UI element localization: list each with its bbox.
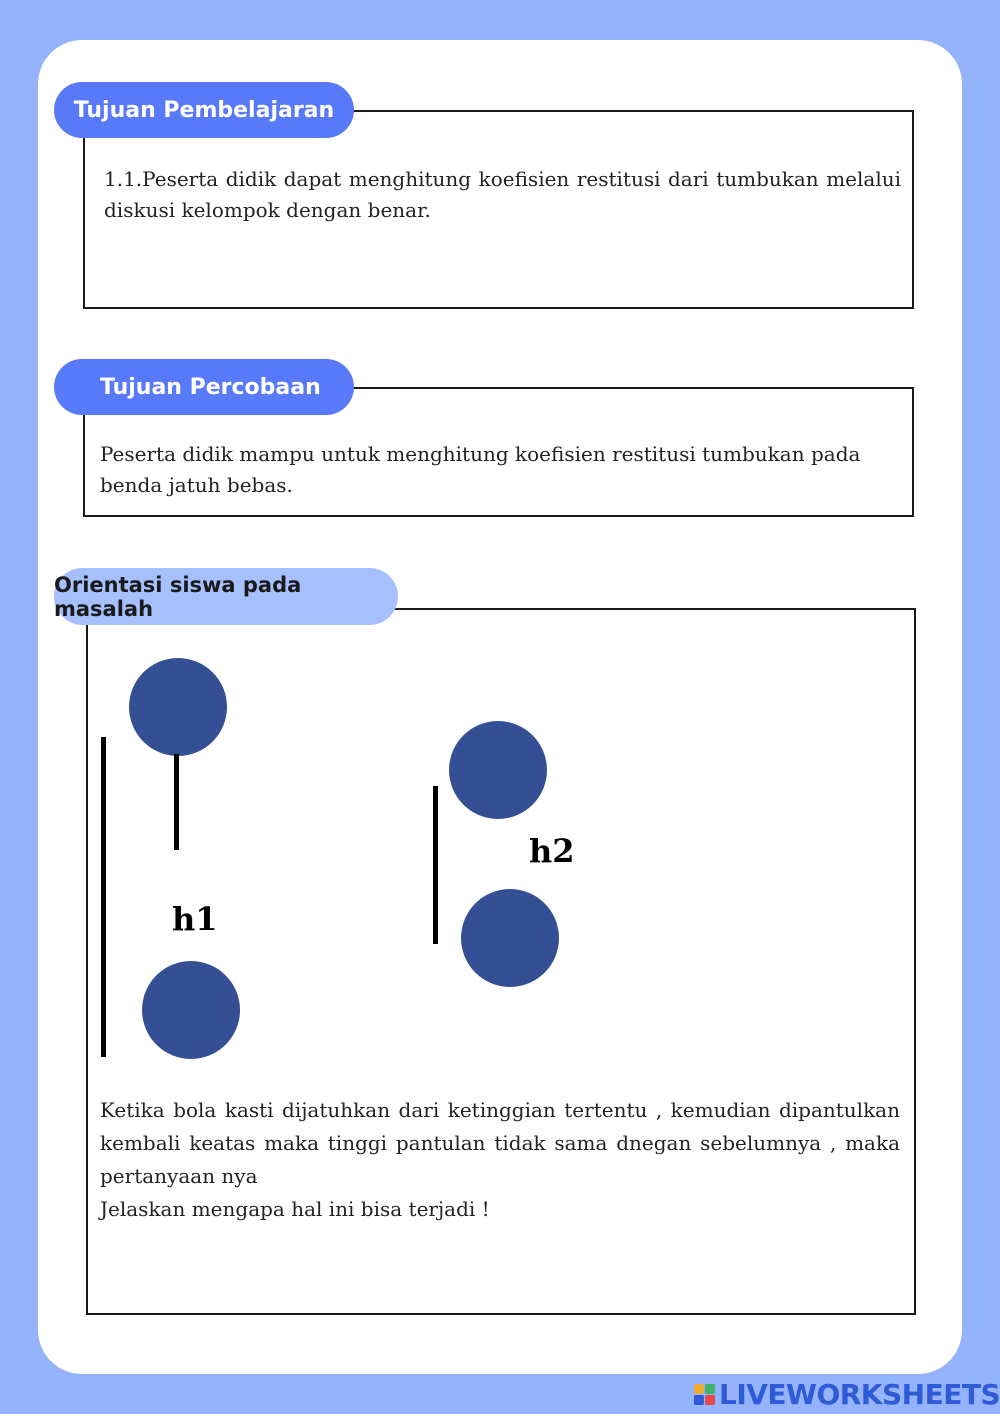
liveworksheets-brand	[694, 1378, 1000, 1411]
objective-text: Peserta didik dapat menghitung koefisien restitusi dari tumbukan melalui diskusi kelompok dengan benar.	[104, 167, 901, 222]
liveworksheets-logo-icon	[694, 1384, 715, 1405]
ball-bottom-h1	[142, 961, 240, 1059]
learning-objectives-box	[83, 110, 914, 309]
objective-item-1	[104, 164, 901, 226]
section-title-text: Tujuan Percobaan	[100, 374, 321, 400]
problem-orientation-box	[86, 608, 916, 1315]
section-title-problem-orientation	[54, 568, 398, 625]
h2-height-line	[433, 786, 438, 944]
section-title-learning-objectives	[54, 82, 354, 138]
ball-top-h2	[449, 721, 547, 819]
problem-paragraph: Ketika bola kasti dijatuhkan dari ketinggian tertentu , kemudian dipantulkan kembali keatas maka tinggi pantulan tidak sama dnegan sebelumnya , maka pertanyaan nya	[100, 1098, 900, 1188]
section-title-text: Tujuan Pembelajaran	[73, 97, 335, 123]
ball-top-h1	[129, 658, 227, 756]
ball-bottom-h2	[461, 889, 559, 987]
label-h1: h1	[172, 900, 218, 938]
problem-question: Jelaskan mengapa hal ini bisa terjadi !	[100, 1197, 490, 1221]
ball-drop-line	[174, 754, 179, 850]
objective-number: 1.1.	[104, 167, 143, 191]
h1-height-line	[101, 737, 106, 1057]
section-title-experiment-objectives	[54, 359, 354, 415]
label-h2: h2	[529, 832, 575, 870]
section-title-text: Orientasi siswa pada masalah	[54, 572, 302, 621]
brand-text: LIVEWORKSHEETS	[719, 1378, 1000, 1411]
experiment-objective-text: Peserta didik mampu untuk menghitung koefisien restitusi tumbukan pada benda jatuh bebas.	[100, 442, 861, 497]
